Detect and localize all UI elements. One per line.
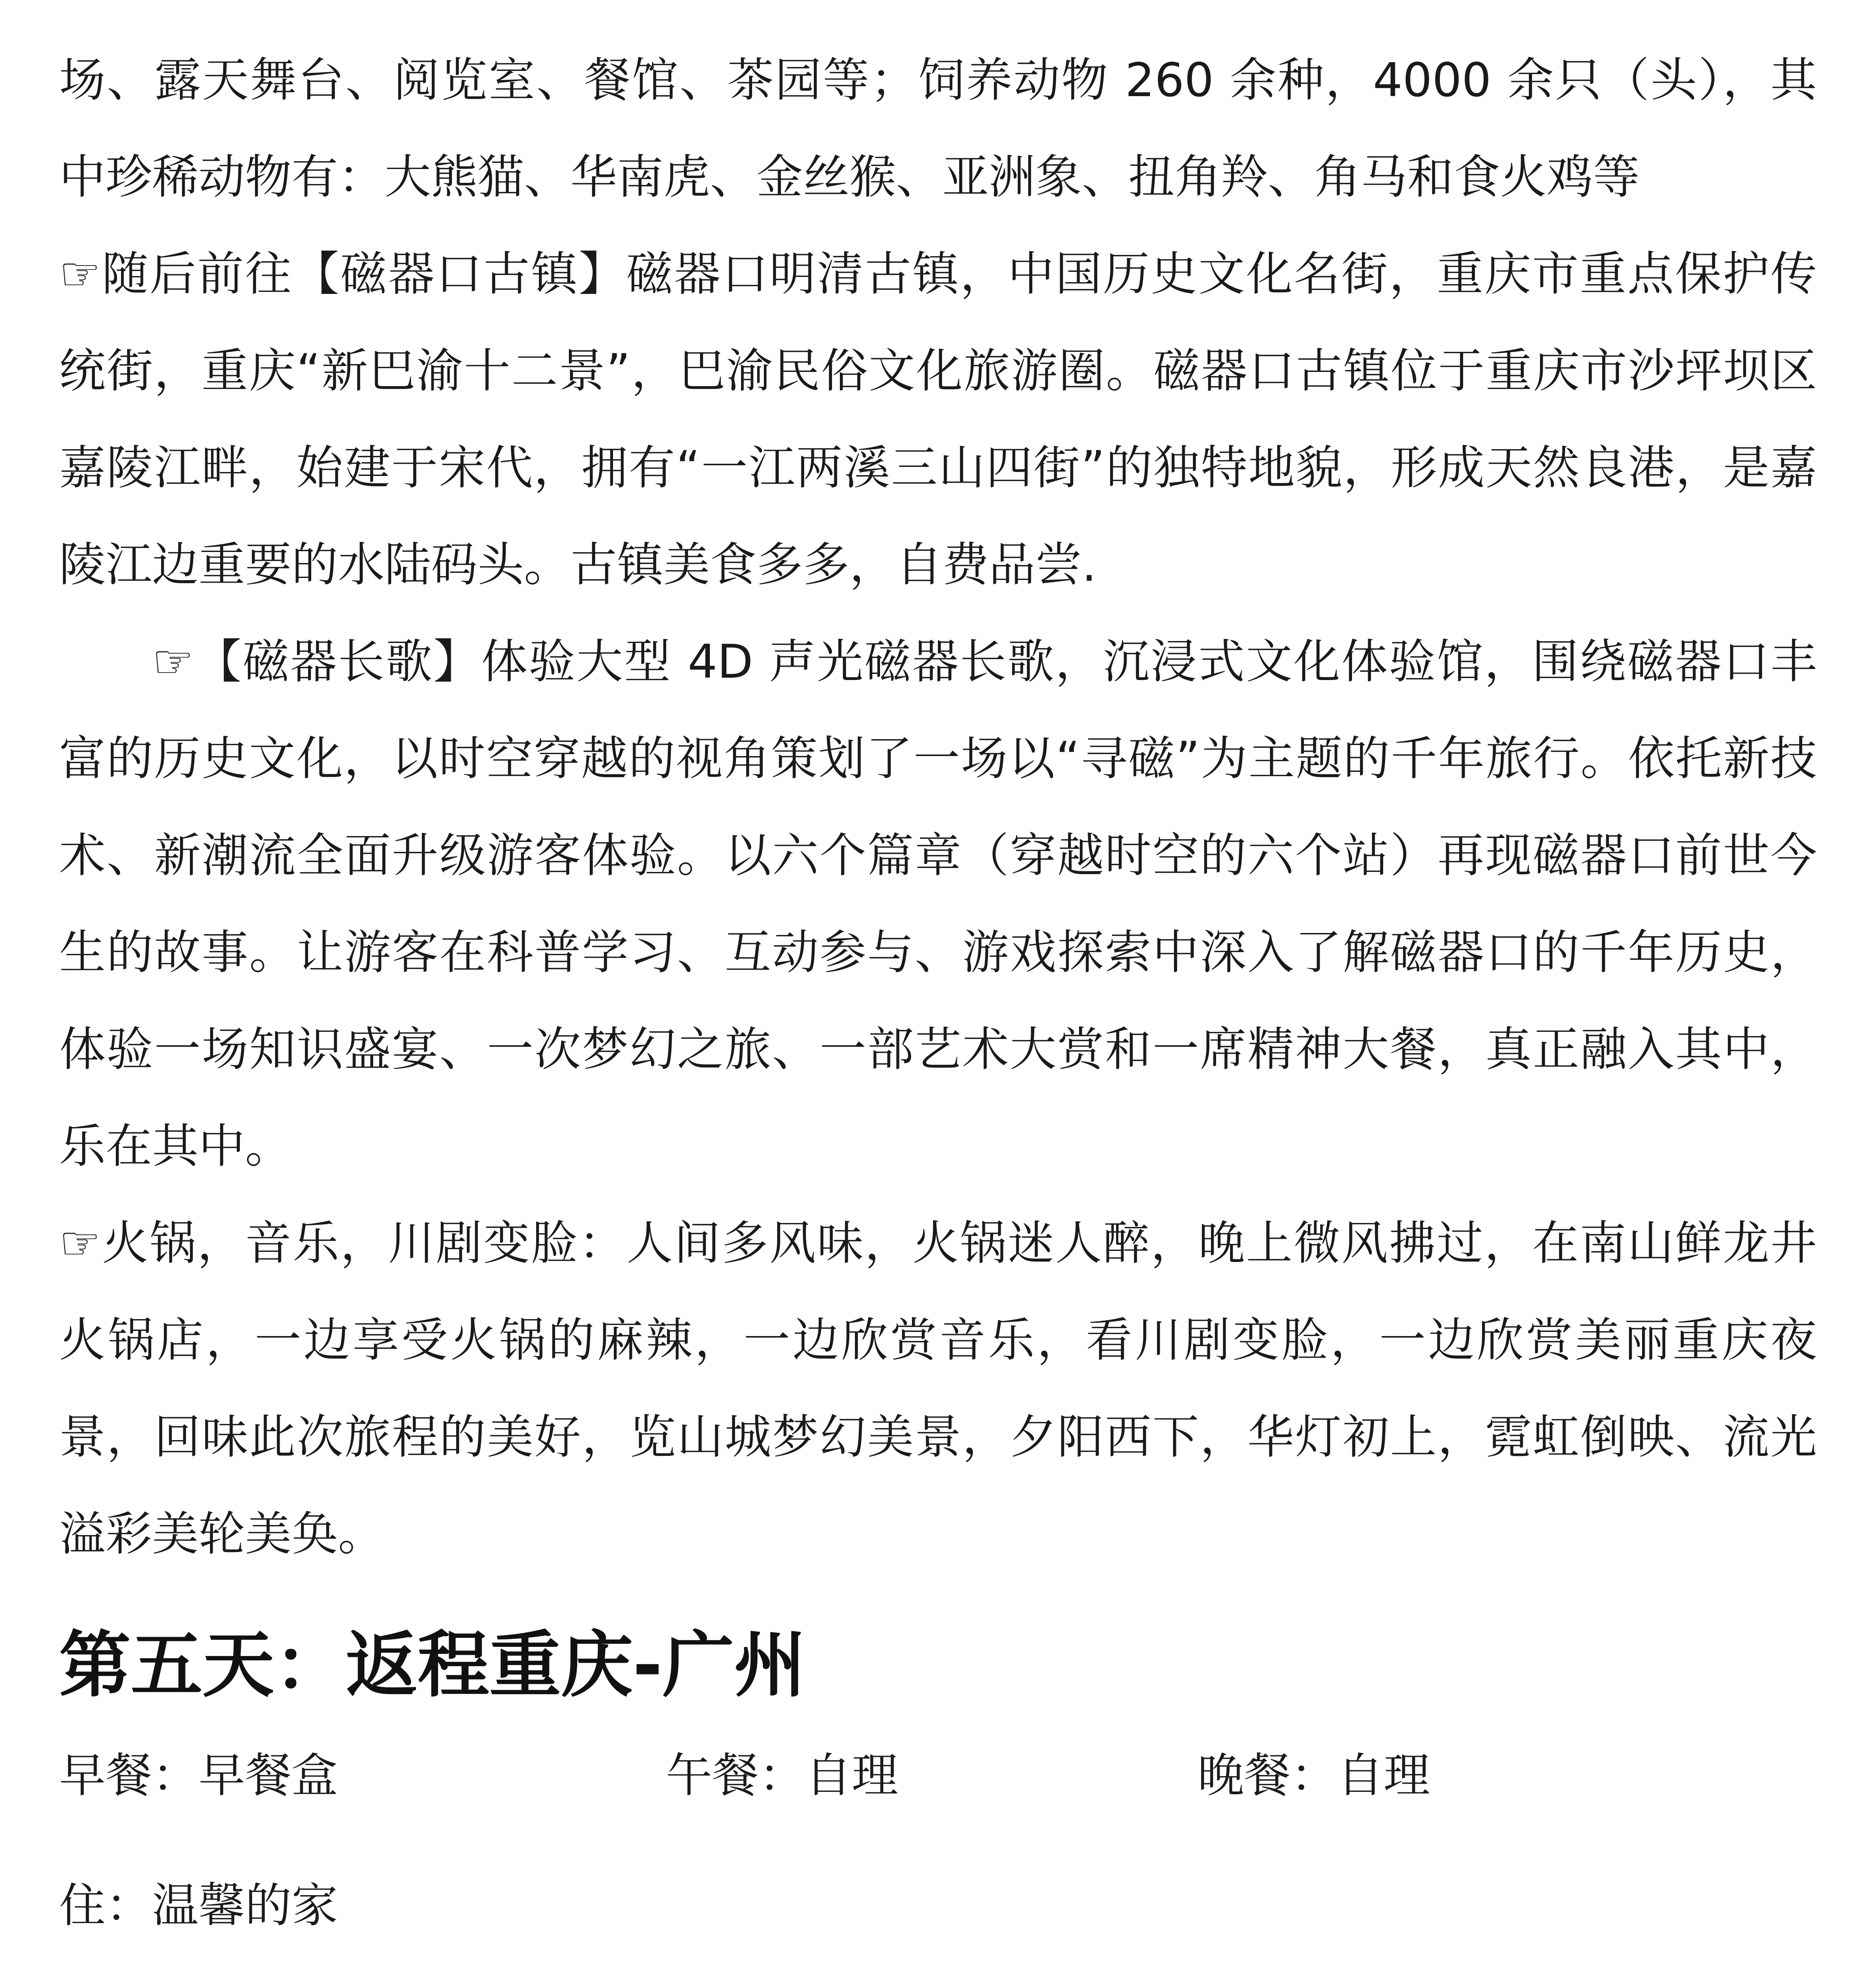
day5-title: 第五天：返程重庆-广州 [59, 1623, 806, 1707]
stay-info: 住：温馨的家 [59, 1878, 338, 1933]
dinner-info: 晚餐：自理 [1198, 1748, 1430, 1803]
itinerary-page [59, 32, 1817, 1970]
changge-paragraph: ☞【磁器长歌】体验大型 4D 声光磁器长歌，沉浸式文化体验馆，围绕磁器口丰富的历史文化，以时空穿越的视角策划了一场以“寻磁”为主题的千年旅行。依托新技术、新潮流全面升级游客体验。以六个篇章（穿越时空的六个站）再现磁器口前世今生的故事。让游客在科普学习、互动参与、游戏探索中深入了解磁器口的千年历史，体验一场知识盛宴、一次梦幻之旅、一部艺术大赏和一席精神大餐，真正融入其中，乐在其中。 [59, 634, 1817, 1173]
day5-meals [59, 1728, 1817, 1823]
lunch-info: 午餐：自理 [666, 1748, 899, 1803]
breakfast-info: 早餐：早餐盒 [59, 1748, 338, 1803]
hotpot-paragraph: ☞火锅，音乐，川剧变脸：人间多风味，火锅迷人醉，晚上微风拂过，在南山鲜龙井火锅店，一边享受火锅的麻辣，一边欣赏音乐，看川剧变脸，一边欣赏美丽重庆夜景，回味此次旅程的美好，览山城梦幻美景，夕阳西下，华灯初上，霓虹倒映、流光溢彩美轮美奂。 [59, 1216, 1817, 1561]
zoo-paragraph: 场、露天舞台、阅览室、餐馆、茶园等；饲养动物 260 余种，4000 余只（头），其中珍稀动物有：大熊猫、华南虎、金丝猴、亚洲象、扭角羚、角马和食火鸡等 [59, 53, 1817, 204]
ciqikou-paragraph: ☞随后前往【磁器口古镇】磁器口明清古镇，中国历史文化名街，重庆市重点保护传统街，重庆“新巴渝十二景”，巴渝民俗文化旅游圈。磁器口古镇位于重庆市沙坪坝区嘉陵江畔，始建于宋代，拥有“一江两溪三山四街”的独特地貌，形成天然良港，是嘉陵江边重要的水陆码头。古镇美食多多，自费品尝. [59, 247, 1817, 592]
